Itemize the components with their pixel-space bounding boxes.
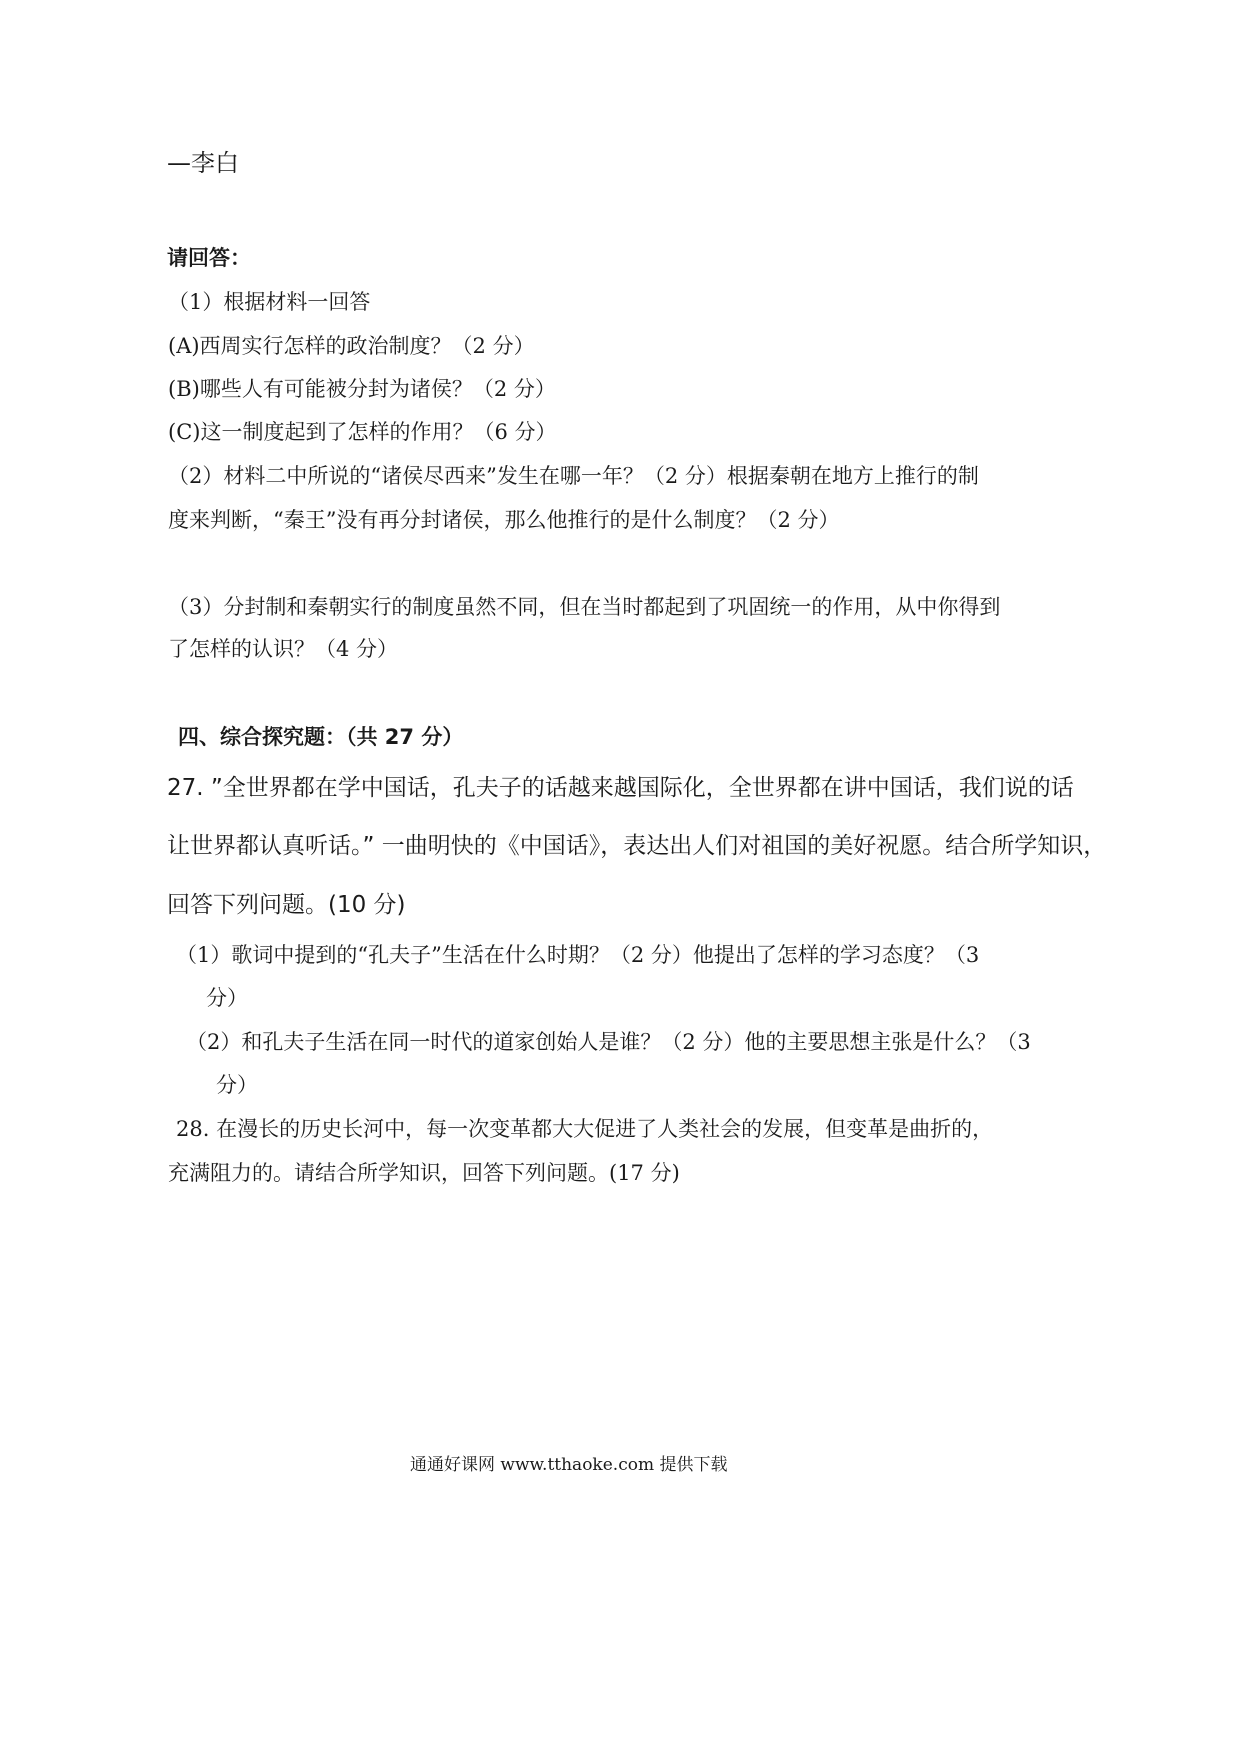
q28-line1: 28. 在漫长的历史长河中，每一次变革都大大促进了人类社会的发展，但变革是曲折的， bbox=[176, 1117, 994, 1141]
poem-attribution: —李白 bbox=[167, 149, 239, 177]
q27-line1: 27. ”全世界都在学中国话，孔夫子的话越来越国际化，全世界都在讲中国话，我们说的话 bbox=[167, 775, 1074, 801]
q27-sub1-line1: （1）歌词中提到的“孔夫子”生活在什么时期？（2 分）他提出了怎样的学习态度？（3 bbox=[176, 943, 980, 967]
q27-sub2-line2: 分） bbox=[216, 1073, 258, 1097]
q26-part2-line1: （2）材料二中所说的“诸侯尽西来”发生在哪一年？（2 分）根据秦朝在地方上推行的制 bbox=[168, 464, 979, 488]
q27-line3: 回答下列问题。(10 分) bbox=[167, 892, 406, 918]
q26-part1-intro: （1）根据材料一回答 bbox=[168, 290, 371, 314]
q26-part1-a: (A)西周实行怎样的政治制度？（2 分） bbox=[168, 334, 535, 358]
q27-sub2-line1: （2）和孔夫子生活在同一时代的道家创始人是谁？（2 分）他的主要思想主张是什么？（3 bbox=[186, 1030, 1031, 1054]
q26-part1-c: (C)这一制度起到了怎样的作用？（6 分） bbox=[168, 420, 557, 444]
page-footer: 通通好课网 www.tthaoke.com 提供下载 bbox=[410, 1455, 728, 1475]
q27-line2: 让世界都认真听话。” 一曲明快的《中国话》，表达出人们对祖国的美好祝愿。结合所学知识， bbox=[167, 833, 1107, 859]
q26-part1-b: (B)哪些人有可能被分封为诸侯？（2 分） bbox=[168, 377, 556, 401]
q26-part3-line2: 了怎样的认识？（4 分） bbox=[168, 637, 399, 661]
q26-part2-line2: 度来判断，“秦王”没有再分封诸侯，那么他推行的是什么制度？（2 分） bbox=[168, 508, 840, 532]
q26-part3-line1: （3）分封制和秦朝实行的制度虽然不同，但在当时都起到了巩固统一的作用，从中你得到 bbox=[168, 595, 1001, 619]
section-4-title: 四、综合探究题：（共 27 分） bbox=[178, 725, 464, 749]
answer-prompt: 请回答： bbox=[167, 246, 251, 270]
q28-line2: 充满阻力的。请结合所学知识，回答下列问题。(17 分) bbox=[168, 1161, 680, 1185]
q27-sub1-line2: 分） bbox=[206, 986, 248, 1010]
